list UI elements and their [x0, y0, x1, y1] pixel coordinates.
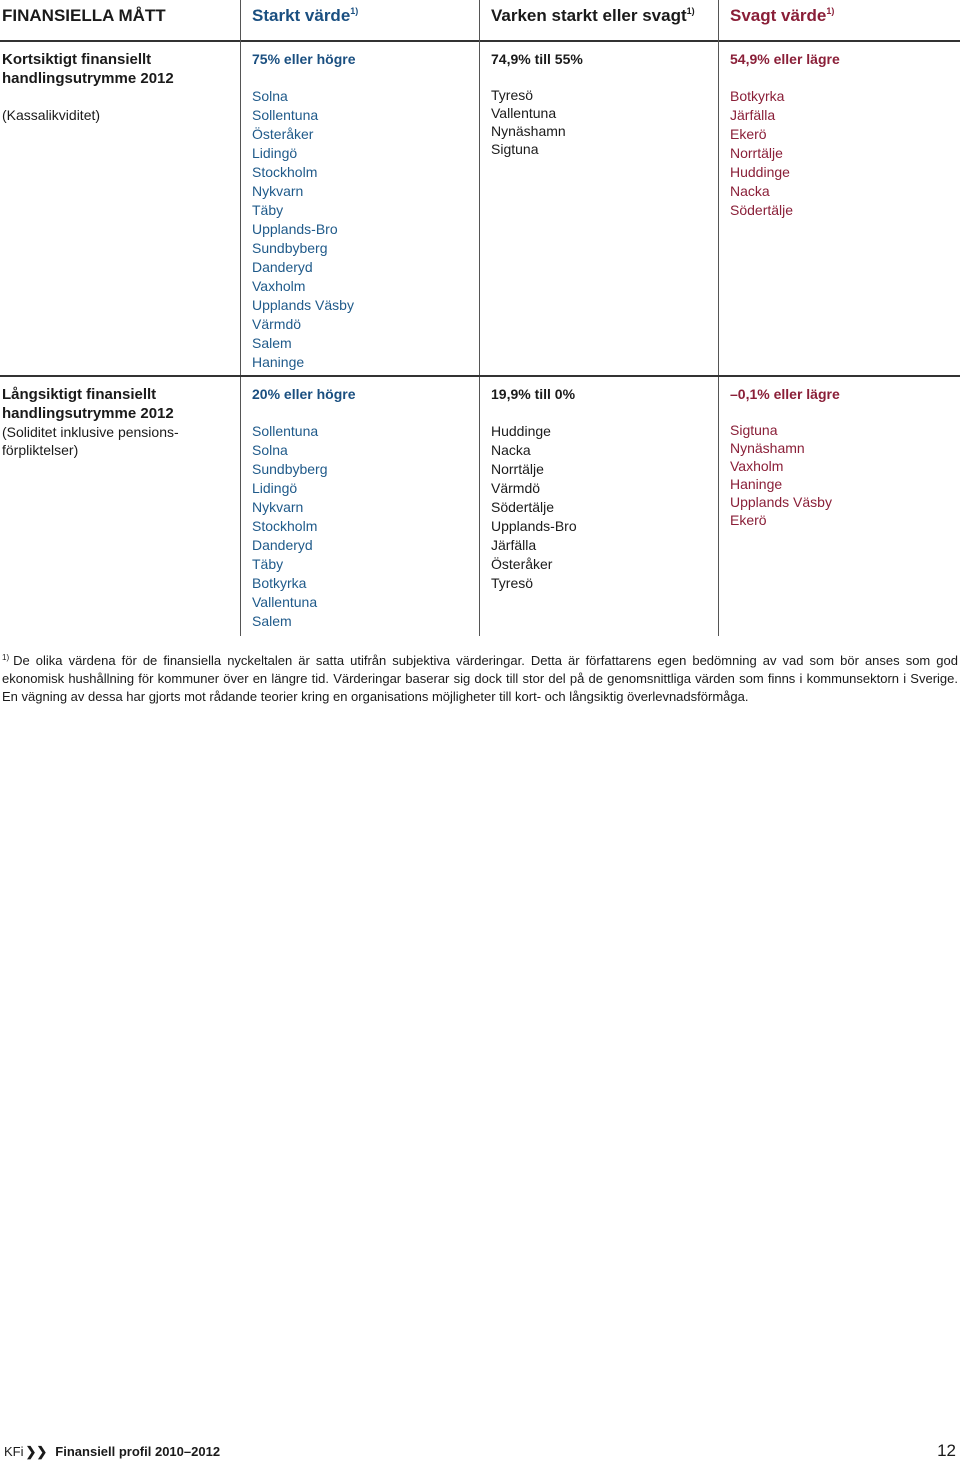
municipality-item: Täby	[252, 202, 284, 218]
municipality-item: Järfälla	[491, 537, 537, 553]
municipality-item: Sigtuna	[730, 422, 778, 438]
row2-neutral-list	[491, 422, 711, 593]
municipality-item: Nacka	[730, 183, 770, 199]
municipality-item: Tyresö	[491, 87, 534, 103]
municipality-item: Vallentuna	[252, 594, 318, 610]
row2-strong-threshold: 20% eller högre	[252, 386, 356, 402]
header-strong-label: Starkt värde	[252, 6, 351, 25]
page-footer	[4, 1444, 220, 1460]
municipality-item: Nykvarn	[252, 499, 304, 515]
row2-subtitle: (Soliditet inklusive pensions-förpliktelser)	[2, 424, 179, 458]
municipality-item: Ekerö	[730, 512, 767, 528]
column-divider	[479, 0, 480, 636]
row2-strong	[252, 385, 472, 631]
row1-neutral-threshold: 74,9% till 55%	[491, 51, 583, 67]
municipality-item: Lidingö	[252, 480, 298, 496]
municipality-item: Nacka	[491, 442, 531, 458]
column-divider	[240, 0, 241, 636]
header-neutral	[491, 6, 695, 26]
double-chevron-icon: ❯❯	[25, 1444, 48, 1459]
column-divider	[718, 0, 719, 636]
municipality-item: Danderyd	[252, 537, 313, 553]
header-weak-sup: 1)	[826, 6, 835, 16]
header-neutral-label: Varken starkt eller svagt	[491, 6, 687, 25]
municipality-item: Upplands-Bro	[252, 221, 338, 237]
footnote-text: De olika värdena för de finansiella nyckeltalen är satta utifrån subjektiva värderingar. Detta är författarens egen bedömning av vad som bör anses som god ekonomisk hushållning för kommuner över en längre tid. Värderingar baserar sig dock till stor del på de genomsnittliga värden som finns i kommunsektorn i Sverige. En vägning av dessa har gjorts mot rådande teorier kring en organisations möjligheter till kort- och långsiktig överlevnadsförmåga.	[2, 653, 958, 704]
municipality-item: Solna	[252, 88, 288, 104]
municipality-item: Botkyrka	[252, 575, 307, 591]
row2-strong-list	[252, 422, 472, 631]
municipality-item: Haninge	[252, 354, 305, 370]
row1-strong	[252, 50, 472, 372]
row1-label	[2, 50, 232, 124]
municipality-item: Upplands Väsby	[730, 494, 832, 510]
footnote-marker: 1)	[2, 653, 10, 662]
row2-neutral	[491, 385, 711, 593]
municipality-item: Norrtälje	[491, 461, 544, 477]
municipality-item: Nynäshamn	[730, 440, 805, 456]
municipality-item: Stockholm	[252, 164, 318, 180]
header-neutral-sup: 1)	[686, 6, 695, 16]
header-strong-sup: 1)	[350, 6, 359, 16]
municipality-item: Sollentuna	[252, 107, 319, 123]
municipality-item: Sundbyberg	[252, 461, 328, 477]
municipality-item: Danderyd	[252, 259, 313, 275]
municipality-item: Österåker	[252, 126, 314, 142]
brand-logo: KFi	[4, 1444, 24, 1459]
municipality-item: Solna	[252, 442, 288, 458]
municipality-item: Österåker	[491, 556, 553, 572]
municipality-item: Södertälje	[730, 202, 794, 218]
row1-strong-list	[252, 87, 472, 372]
municipality-item: Nynäshamn	[491, 123, 566, 139]
municipality-item: Upplands-Bro	[491, 518, 577, 534]
row2-neutral-threshold: 19,9% till 0%	[491, 386, 576, 402]
municipality-item: Ekerö	[730, 126, 767, 142]
municipality-item: Sollentuna	[252, 423, 319, 439]
municipality-item: Salem	[252, 613, 292, 629]
municipality-item: Nykvarn	[252, 183, 304, 199]
header-measures: FINANSIELLA MÅTT	[2, 6, 166, 25]
row2-weak	[730, 385, 955, 529]
municipality-item: Värmdö	[491, 480, 541, 496]
header-weak-label: Svagt värde	[730, 6, 827, 25]
row-divider	[0, 375, 960, 377]
row2-title: Långsiktigt finansiellt handlingsutrymme 2012	[2, 386, 174, 422]
municipality-item: Norrtälje	[730, 145, 783, 161]
municipality-item: Stockholm	[252, 518, 318, 534]
row1-neutral-list	[491, 86, 711, 158]
row2-label	[2, 385, 182, 459]
municipality-item: Upplands Väsby	[252, 297, 354, 313]
municipality-item: Vaxholm	[730, 458, 784, 474]
page-number: 12	[937, 1441, 956, 1460]
municipality-item: Lidingö	[252, 145, 298, 161]
municipality-item: Tyresö	[491, 575, 534, 591]
row1-weak-list	[730, 87, 955, 220]
header-strong	[252, 6, 358, 26]
municipality-item: Salem	[252, 335, 292, 351]
municipality-item: Botkyrka	[730, 88, 785, 104]
municipality-item: Haninge	[730, 476, 783, 492]
municipality-item: Sundbyberg	[252, 240, 328, 256]
row1-weak	[730, 50, 955, 220]
municipality-item: Täby	[252, 556, 284, 572]
municipality-item: Vallentuna	[491, 105, 557, 121]
municipality-item: Järfälla	[730, 107, 776, 123]
header-weak	[730, 6, 834, 26]
row1-neutral	[491, 50, 711, 158]
row1-weak-threshold: 54,9% eller lägre	[730, 51, 840, 67]
municipality-item: Södertälje	[491, 499, 555, 515]
footnote	[2, 649, 958, 706]
municipality-item: Huddinge	[730, 164, 790, 180]
row2-weak-threshold: –0,1% eller lägre	[730, 386, 840, 402]
municipality-item: Sigtuna	[491, 141, 539, 157]
document-title: Finansiell profil 2010–2012	[55, 1444, 221, 1459]
row1-subtitle: (Kassalikviditet)	[2, 107, 101, 123]
municipality-item: Vaxholm	[252, 278, 306, 294]
row1-title: Kortsiktigt finansiellt handlingsutrymme 2012	[2, 51, 174, 87]
municipality-item: Värmdö	[252, 316, 302, 332]
municipality-item: Huddinge	[491, 423, 551, 439]
row2-weak-list	[730, 421, 955, 529]
row1-strong-threshold: 75% eller högre	[252, 51, 356, 67]
